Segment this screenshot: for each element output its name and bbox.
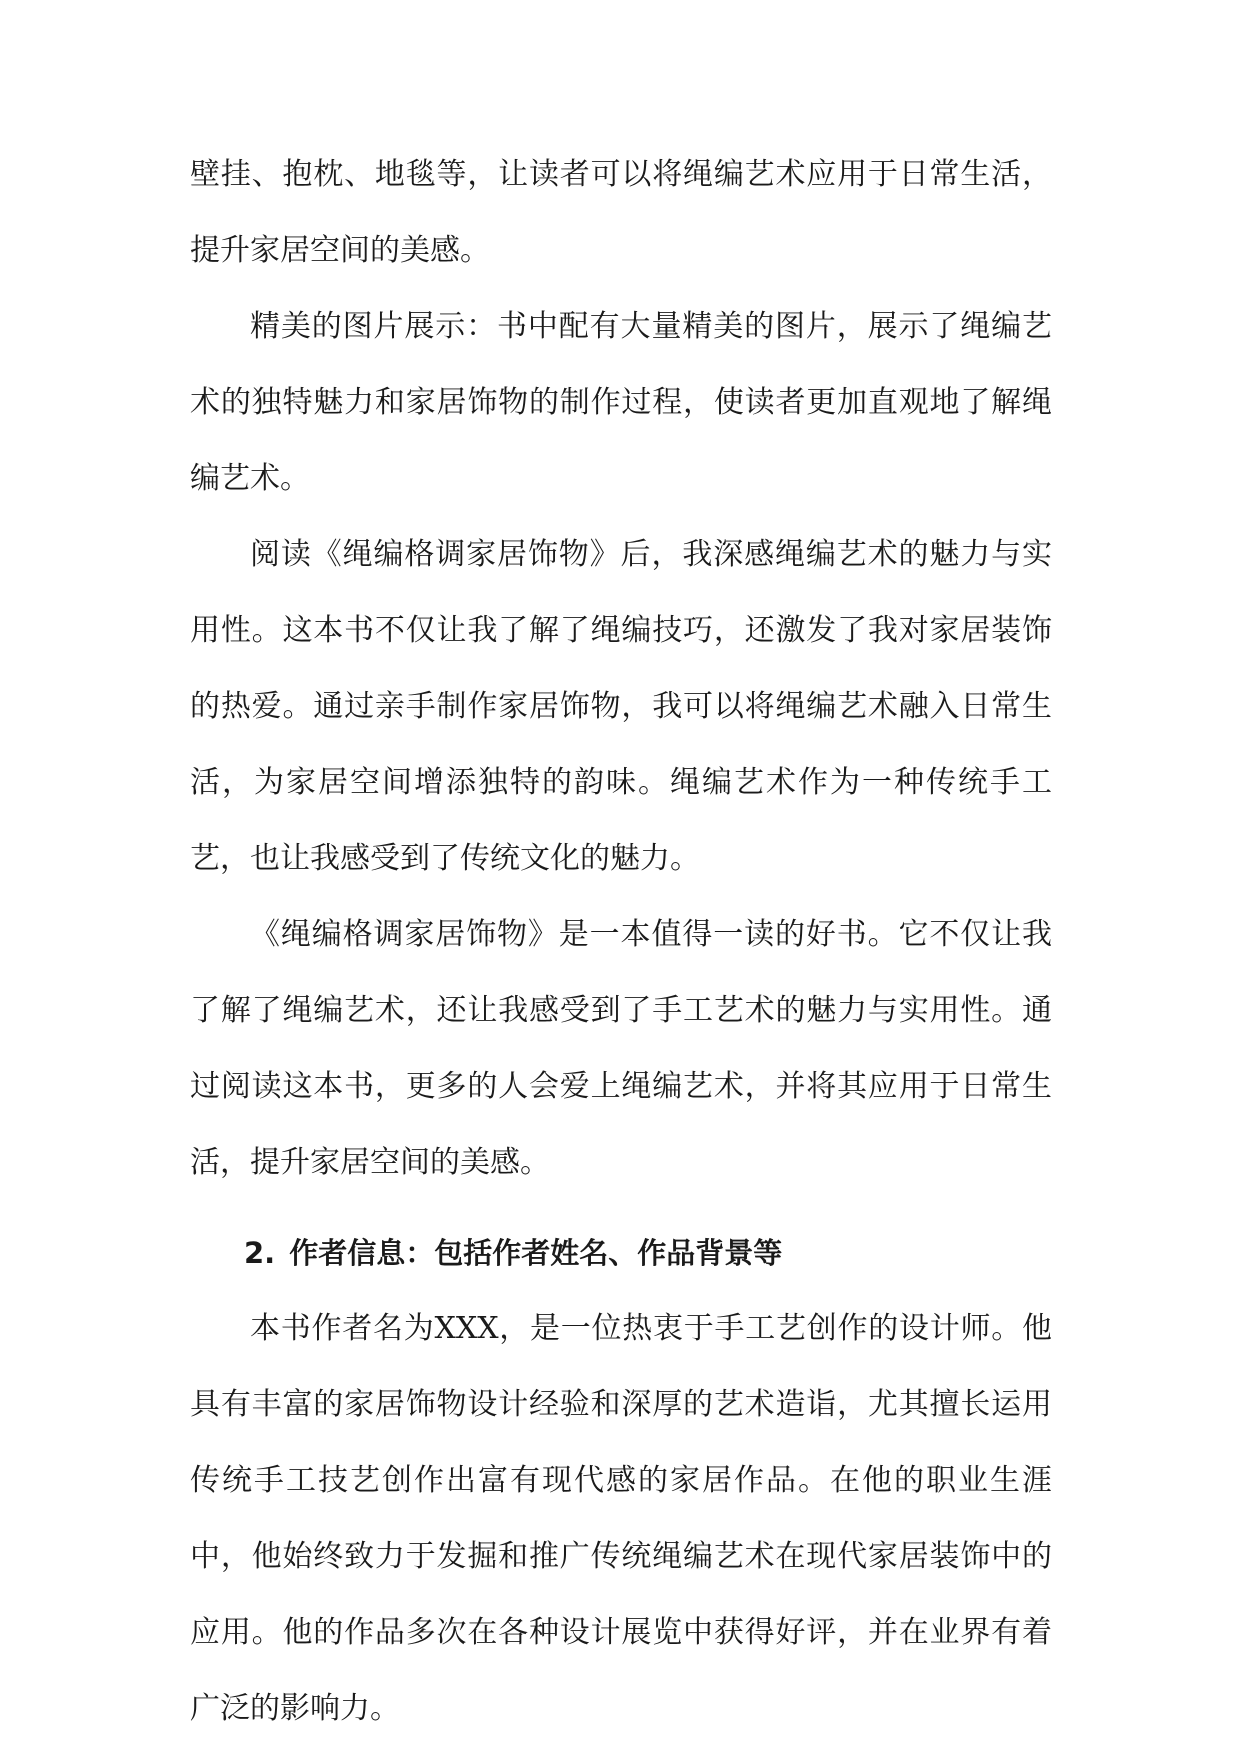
section-number: 2. bbox=[244, 1236, 276, 1270]
section-gap bbox=[190, 1201, 1052, 1215]
paragraph-continued: 壁挂、抱枕、地毯等，让读者可以将绳编艺术应用于日常生活，提升家居空间的美感。 bbox=[190, 157, 1052, 268]
section-title: 作者信息：包括作者姓名、作品背景等 bbox=[289, 1236, 783, 1270]
paragraph-author-info: 本书作者名为XXX，是一位热衷于手工艺创作的设计师。他具有丰富的家居饰物设计经验和深厚的艺术造诣，尤其擅长运用传统手工技艺创作出富有现代感的家居作品。在他的职业生涯中，他始终致力于发掘和推广传统绳编艺术在现代家居装饰中的应用。他的作品多次在各种设计展览中获得好评，并在业界有着广泛的影响力。 bbox=[190, 1311, 1052, 1726]
document-body bbox=[190, 137, 1052, 1747]
paragraph-reading-impression: 阅读《绳编格调家居饰物》后，我深感绳编艺术的魅力与实用性。这本书不仅让我了解了绳编技巧，还激发了我对家居装饰的热爱。通过亲手制作家居饰物，我可以将绳编艺术融入日常生活，为家居空间增添独特的韵味。绳编艺术作为一种传统手工艺，也让我感受到了传统文化的魅力。 bbox=[190, 537, 1052, 876]
paragraph-image-showcase: 精美的图片展示：书中配有大量精美的图片，展示了绳编艺术的独特魅力和家居饰物的制作过程，使读者更加直观地了解绳编艺术。 bbox=[190, 309, 1052, 496]
paragraph-conclusion: 《绳编格调家居饰物》是一本值得一读的好书。它不仅让我了解了绳编艺术，还让我感受到了手工艺术的魅力与实用性。通过阅读这本书，更多的人会爱上绳编艺术，并将其应用于日常生活，提升家居空间的美感。 bbox=[190, 917, 1052, 1180]
section-heading bbox=[190, 1215, 1052, 1291]
